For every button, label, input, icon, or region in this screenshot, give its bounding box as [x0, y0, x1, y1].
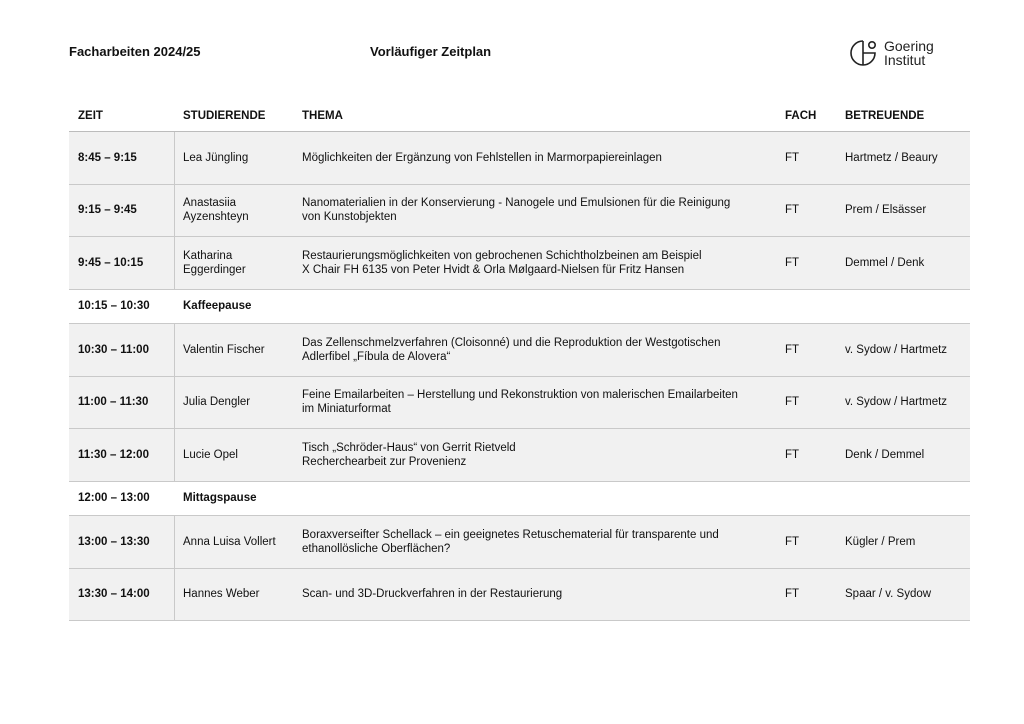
student-cell: [183, 587, 303, 601]
student-name-line: Eggerdinger: [183, 263, 246, 276]
topic-line: Möglichkeiten der Ergänzung von Fehlstellen in Marmorpapiereinlagen: [302, 151, 662, 164]
topic-line: Adlerfibel „Fíbula de Alovera“: [302, 350, 451, 363]
student-name-line: Lucie Opel: [183, 448, 238, 461]
table-row: [69, 237, 970, 290]
column-header-zeit: ZEIT: [78, 109, 103, 122]
table-header-row: [69, 100, 970, 132]
student-cell: [183, 535, 303, 549]
topic-line: Das Zellenschmelzverfahren (Cloisonné) und die Reproduktion der Westgotischen: [302, 336, 721, 349]
institute-logo: [848, 38, 934, 68]
topic-line: Restaurierungsmöglichkeiten von gebrochenen Schichtholzbeinen am Beispiel: [302, 249, 702, 262]
document-title: Facharbeiten 2024/25: [69, 44, 201, 59]
topic-line: Boraxverseifter Schellack – ein geeignetes Retuschematerial für transparente und: [302, 528, 719, 541]
student-cell: [183, 343, 303, 357]
column-header-betreuende: BETREUENDE: [845, 109, 925, 122]
student-cell: [183, 196, 303, 224]
table-row: [69, 429, 970, 482]
supervisors-cell: v. Sydow / Hartmetz: [845, 396, 948, 409]
column-header-studierende: STUDIERENDE: [183, 109, 266, 122]
table-row: [69, 377, 970, 430]
supervisors-cell: Demmel / Denk: [845, 256, 925, 269]
topic-cell: [302, 388, 772, 416]
student-name-line: Anna Luisa Vollert: [183, 535, 276, 548]
time-cell: 13:30 – 14:00: [78, 588, 150, 601]
table-row: [69, 132, 970, 185]
table-row: [69, 185, 970, 238]
table-row: [69, 569, 970, 622]
supervisors-cell: Denk / Demmel: [845, 448, 925, 461]
schedule-table: [69, 100, 970, 621]
topic-line: Scan- und 3D-Druckverfahren in der Restaurierung: [302, 588, 563, 601]
topic-line: Feine Emailarbeiten – Herstellung und Rekonstruktion von malerischen Emailarbeiten: [302, 389, 738, 402]
student-name-line: Valentin Fischer: [183, 343, 265, 356]
supervisors-cell: Kügler / Prem: [845, 535, 916, 548]
logo-line-2: Institut: [884, 52, 926, 68]
break-row: [69, 290, 970, 325]
column-header-thema: THEMA: [302, 109, 343, 122]
student-cell: [183, 395, 303, 409]
schedule-title: Vorläufiger Zeitplan: [370, 44, 492, 59]
supervisors-cell: Spaar / v. Sydow: [845, 588, 932, 601]
break-row: [69, 482, 970, 517]
topic-cell: [302, 528, 772, 556]
subject-cell: FT: [785, 204, 800, 217]
logo-text: [884, 39, 934, 67]
topic-line: Recherchearbeit zur Provenienz: [302, 455, 467, 468]
break-label: Kaffeepause: [183, 300, 252, 313]
table-row: [69, 516, 970, 569]
topic-line: Nanomaterialien in der Konservierung - Nanogele und Emulsionen für die Reinigung: [302, 197, 731, 210]
student-cell: [183, 448, 303, 462]
topic-cell: [302, 196, 772, 224]
subject-cell: FT: [785, 396, 800, 409]
topic-cell: [302, 336, 772, 364]
time-cell: 10:30 – 11:00: [78, 343, 149, 356]
table-row: [69, 324, 970, 377]
topic-cell: [302, 249, 772, 277]
topic-line: ethanollösliche Oberflächen?: [302, 542, 451, 555]
time-cell: 8:45 – 9:15: [78, 151, 137, 164]
student-name-line: Anastasiia: [183, 197, 237, 210]
student-name-line: Lea Jüngling: [183, 151, 249, 164]
student-name-line: Julia Dengler: [183, 396, 251, 409]
supervisors-cell: Prem / Elsässer: [845, 204, 927, 217]
student-cell: [183, 151, 303, 165]
subject-cell: FT: [785, 151, 800, 164]
time-cell: 9:45 – 10:15: [78, 256, 144, 269]
supervisors-cell: Hartmetz / Beaury: [845, 151, 938, 164]
logo-line-1: Goering: [884, 38, 934, 54]
topic-line: X Chair FH 6135 von Peter Hvidt & Orla Mølgaard-Nielsen für Fritz Hansen: [302, 263, 685, 276]
topic-cell: [302, 441, 772, 469]
student-name-line: Hannes Weber: [183, 588, 260, 601]
subject-cell: FT: [785, 256, 800, 269]
subject-cell: FT: [785, 588, 800, 601]
time-cell: 11:00 – 11:30: [78, 396, 149, 409]
time-cell: 9:15 – 9:45: [78, 204, 137, 217]
time-cell: 11:30 – 12:00: [78, 448, 149, 461]
subject-cell: FT: [785, 535, 800, 548]
topic-line: im Miniaturformat: [302, 403, 391, 416]
time-cell: 12:00 – 13:00: [78, 492, 150, 505]
student-name-line: Ayzenshteyn: [183, 211, 249, 224]
student-name-line: Katharina: [183, 249, 233, 262]
topic-line: von Kunstobjekten: [302, 211, 397, 224]
topic-cell: [302, 587, 772, 601]
time-cell: 13:00 – 13:30: [78, 535, 150, 548]
break-label: Mittagspause: [183, 492, 257, 505]
column-header-fach: FACH: [785, 109, 817, 122]
goering-logo-icon: [848, 38, 878, 68]
time-cell: 10:15 – 10:30: [78, 300, 150, 313]
topic-line: Tisch „Schröder-Haus“ von Gerrit Rietveld: [302, 441, 516, 454]
subject-cell: FT: [785, 343, 800, 356]
supervisors-cell: v. Sydow / Hartmetz: [845, 343, 948, 356]
topic-cell: [302, 151, 772, 165]
student-cell: [183, 249, 303, 277]
subject-cell: FT: [785, 448, 800, 461]
